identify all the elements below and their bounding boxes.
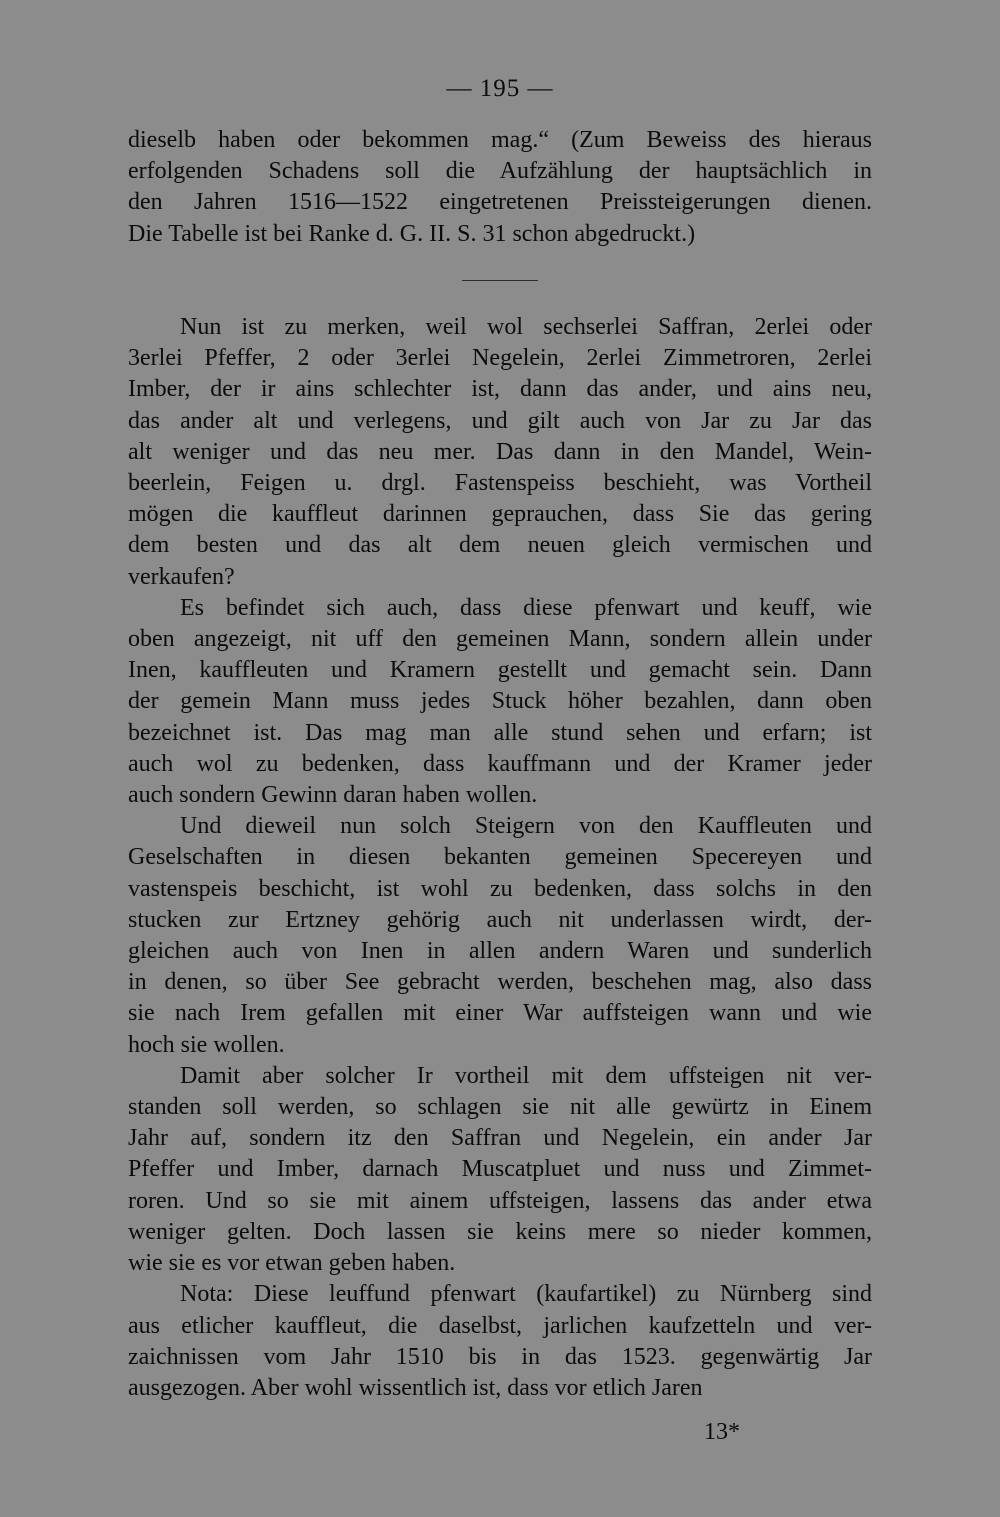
text-line: oben angezeigt, nit uff den gemeinen Mann, sondern allein under: [128, 626, 872, 653]
text-line: vastenspeis beschicht, ist wohl zu bedenken, dass solchs in den: [128, 875, 872, 902]
text-line: Es befindet sich auch, dass diese pfenwart und keuff, wie: [180, 594, 872, 621]
text-line: standen soll werden, so schlagen sie nit alle gewürtz in Einem: [128, 1094, 872, 1121]
paragraph-2: [128, 593, 872, 811]
text-line: auch wol zu bedenken, dass kauffmann und der Kramer jeder: [128, 750, 872, 777]
paragraph-1: [128, 312, 872, 593]
text-line: Damit aber solcher Ir vortheil mit dem uffsteigen nit ver-: [180, 1062, 872, 1089]
text-line: roren. Und so sie mit ainem uffsteigen, lassens das ander etwa: [128, 1187, 872, 1214]
text-line: Inen, kauffleuten und Kramern gestellt und gemacht sein. Dann: [128, 657, 872, 684]
text-line: aus etlicher kauffleut, die daselbst, jarlichen kaufzetteln und ver-: [128, 1312, 872, 1339]
intro-paragraph: [128, 125, 872, 250]
intro-text: [128, 125, 872, 250]
text-line: stucken zur Ertzney gehörig auch nit underlassen wirdt, der-: [128, 906, 872, 933]
text-line: den Jahren 1516—1522 eingetretenen Preissteigerungen dienen.: [128, 189, 872, 216]
section-divider: [462, 280, 538, 281]
text-line: Nota: Diese leuffund pfenwart (kaufartikel) zu Nürnberg sind: [180, 1281, 872, 1308]
text-line: Imber, der ir ains schlechter ist, dann das ander, und ains neu,: [128, 376, 872, 403]
text-line: der gemein Mann muss jedes Stuck höher bezahlen, dann oben: [128, 688, 872, 715]
text-line: Pfeffer und Imber, darnach Muscatpluet und nuss und Zimmet-: [128, 1156, 872, 1183]
text-line: erfolgenden Schadens soll die Aufzählung der hauptsächlich in: [128, 158, 872, 185]
signature-mark: 13*: [704, 1419, 740, 1445]
text-line: beerlein, Feigen u. drgl. Fastenspeiss beschieht, was Vortheil: [128, 470, 872, 497]
text-line: alt weniger und das neu mer. Das dann in den Mandel, Wein-: [128, 438, 872, 465]
text-line: Geselschaften in diesen bekanten gemeinen Specereyen und: [128, 844, 872, 871]
page-number: — 195 —: [446, 75, 554, 102]
paragraph-3: [128, 811, 872, 1061]
text-line: auch sondern Gewinn daran haben wollen.: [128, 782, 538, 809]
text-line: dem besten und das alt dem neuen gleich vermischen und: [128, 532, 872, 559]
text-line: mögen die kauffleut darinnen geprauchen, dass Sie das gering: [128, 501, 872, 528]
body-text: [128, 312, 872, 1404]
text-line: Und dieweil nun solch Steigern von den Kauffleuten und: [180, 813, 872, 840]
paragraph-5: [128, 1279, 872, 1404]
text-line: weniger gelten. Doch lassen sie keins mere so nieder kommen,: [128, 1218, 872, 1245]
text-line: Jahr auf, sondern itz den Saffran und Negelein, ein ander Jar: [128, 1125, 872, 1152]
text-line: zaichnissen vom Jahr 1510 bis in das 1523. gegenwärtig Jar: [128, 1343, 872, 1370]
text-line: hoch sie wollen.: [128, 1031, 285, 1058]
text-line: bezeichnet ist. Das mag man alle stund sehen und erfarn; ist: [128, 719, 872, 746]
text-line: in denen, so über See gebracht werden, beschehen mag, also dass: [128, 969, 872, 996]
text-line: verkaufen?: [128, 563, 235, 590]
text-line: Die Tabelle ist bei Ranke d. G. II. S. 31 schon abgedruckt.): [128, 220, 696, 247]
text-line: ausgezogen. Aber wohl wissentlich ist, dass vor etlich Jaren: [128, 1374, 703, 1401]
text-line: 3erlei Pfeffer, 2 oder 3erlei Negelein, 2erlei Zimmetroren, 2erlei: [128, 345, 872, 372]
text-line: dieselb haben oder bekommen mag.“ (Zum Beweiss des hieraus: [128, 127, 872, 153]
text-line: gleichen auch von Inen in allen andern Waren und sunderlich: [128, 938, 872, 965]
text-line: sie nach Irem gefallen mit einer War auffsteigen wann und wie: [128, 1000, 872, 1027]
text-line: Nun ist zu merken, weil wol sechserlei Saffran, 2erlei oder: [180, 314, 872, 340]
paragraph-4: [128, 1061, 872, 1279]
text-line: das ander alt und verlegens, und gilt auch von Jar zu Jar das: [128, 407, 872, 434]
text-line: wie sie es vor etwan geben haben.: [128, 1250, 456, 1277]
